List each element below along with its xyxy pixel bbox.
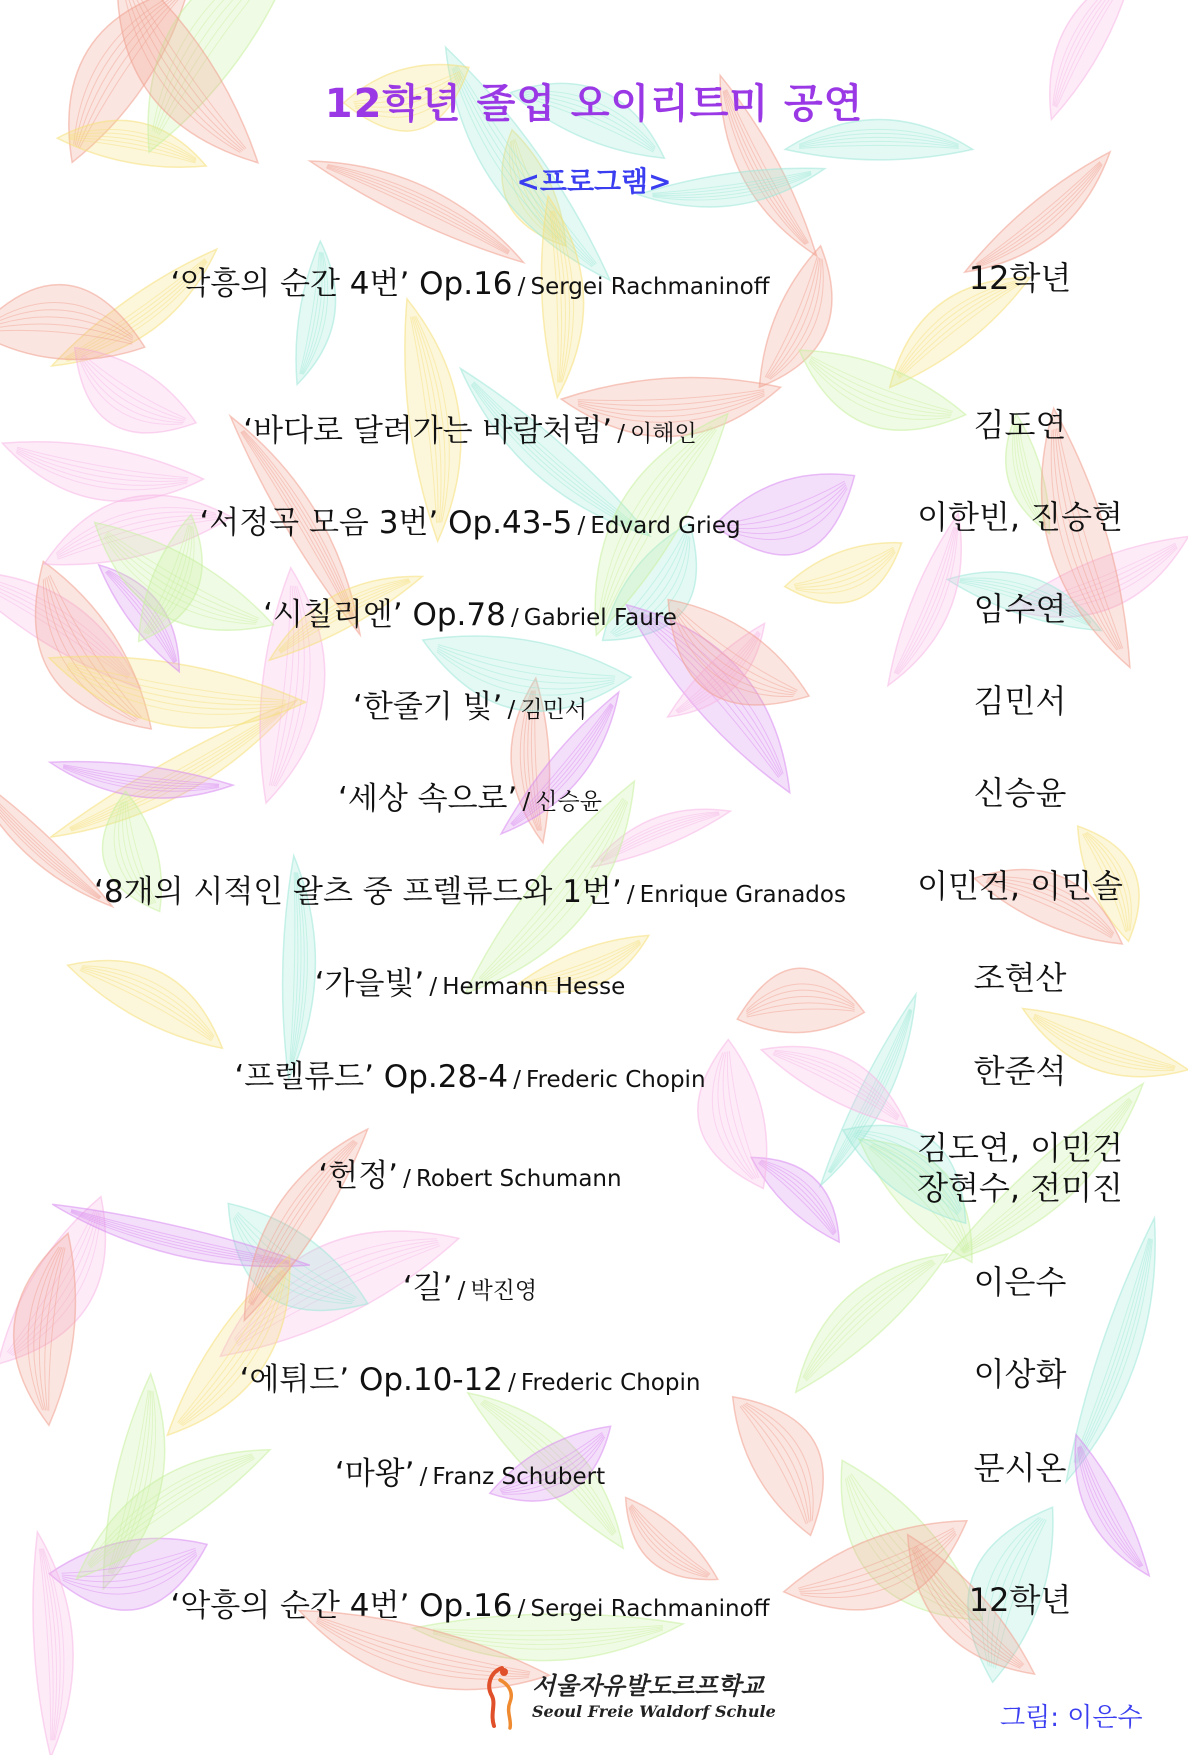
composer: Enrique Granados — [639, 882, 846, 908]
piece-title: ‘8개의 시적인 왈츠 중 프렐류드와 1번’ — [94, 874, 622, 910]
piece-entry — [0, 497, 940, 542]
performers — [900, 1354, 1140, 1394]
piece-entry — [0, 258, 940, 303]
composer: Gabriel Faure — [523, 605, 677, 631]
separator: / — [517, 1596, 526, 1622]
performers — [900, 866, 1140, 906]
composer: 박진영 — [470, 1278, 538, 1304]
performer-line: 12학년 — [968, 1581, 1072, 1619]
page-title: 12학년 졸업 오이리트미 공연 — [324, 81, 864, 127]
piece-entry — [0, 405, 940, 450]
separator: / — [510, 605, 519, 631]
performers — [900, 1128, 1140, 1208]
performer-line: 김도연, 이민건 — [917, 1129, 1123, 1167]
performers — [900, 589, 1140, 629]
separator: / — [626, 882, 635, 908]
piece-title: ‘가을빛’ — [314, 966, 425, 1002]
piece-entry — [0, 681, 940, 726]
performers — [900, 1262, 1140, 1302]
composer: Sergei Rachmaninoff — [530, 274, 770, 300]
piece-entry — [0, 1051, 940, 1096]
composer: Hermann Hesse — [442, 974, 626, 1000]
performer-line: 신승윤 — [973, 774, 1067, 812]
performers — [900, 1448, 1140, 1488]
school-logo — [480, 1662, 776, 1732]
school-name-english: Seoul Freie Waldorf Schule — [532, 1702, 776, 1721]
piece-entry — [0, 958, 940, 1003]
composer: 김민서 — [520, 697, 587, 723]
performer-line: 이한빈, 진승현 — [917, 498, 1123, 536]
performer-line: 이은수 — [973, 1263, 1067, 1301]
performers — [900, 1580, 1140, 1620]
separator: / — [457, 1278, 466, 1304]
composer: 이해인 — [630, 421, 697, 447]
separator: / — [507, 697, 516, 723]
composer: Frederic Chopin — [520, 1370, 701, 1396]
performer-line: 김도연 — [973, 406, 1067, 444]
composer: Edvard Grieg — [590, 513, 741, 539]
separator: / — [419, 1464, 428, 1490]
performer-line: 이민건, 이민솔 — [917, 867, 1123, 905]
performers — [900, 681, 1140, 721]
performer-line: 임수연 — [973, 590, 1067, 628]
piece-title: ‘한줄기 빛’ — [353, 689, 503, 725]
performer-line: 장현수, 전미진 — [917, 1169, 1123, 1207]
piece-title: ‘길’ — [402, 1270, 453, 1306]
piece-title: ‘헌정’ — [318, 1158, 399, 1194]
performer-line: 12학년 — [968, 259, 1072, 297]
piece-title: ‘바다로 달려가는 바람처럼’ — [243, 413, 613, 449]
performers — [900, 773, 1140, 813]
separator: / — [513, 1067, 521, 1093]
performers — [900, 958, 1140, 998]
piece-entry — [0, 1150, 940, 1195]
composer: Sergei Rachmaninoff — [530, 1596, 770, 1622]
separator: / — [429, 974, 438, 1000]
performer-line: 문시온 — [973, 1449, 1067, 1487]
piece-title: ‘시칠리엔’ Op.78 — [263, 597, 506, 633]
composer: Robert Schumann — [415, 1166, 622, 1192]
school-name-korean: 서울자유발도르프학교 — [532, 1671, 764, 1700]
piece-title: ‘마왕’ — [334, 1456, 415, 1492]
composer: Franz Schubert — [432, 1464, 606, 1490]
piece-title: ‘에튀드’ Op.10-12 — [239, 1362, 503, 1398]
performer-line: 김민서 — [973, 682, 1067, 720]
separator: / — [508, 1370, 516, 1396]
piece-title: ‘서정곡 모음 3번’ Op.43-5 — [199, 505, 573, 541]
dancing-figure-logo-icon — [480, 1662, 524, 1732]
performers — [900, 497, 1140, 537]
performer-line: 이상화 — [973, 1355, 1067, 1393]
separator: / — [617, 421, 625, 447]
separator: / — [522, 789, 531, 815]
separator: / — [403, 1166, 411, 1192]
performer-line: 한준석 — [973, 1052, 1067, 1090]
piece-entry — [0, 589, 940, 634]
composer: Frederic Chopin — [526, 1067, 706, 1093]
piece-entry — [0, 1580, 940, 1625]
performer-line: 조현산 — [973, 959, 1067, 997]
piece-title: ‘세상 속으로’ — [338, 781, 518, 817]
separator: / — [577, 513, 586, 539]
piece-title: ‘악흥의 순간 4번’ Op.16 — [170, 1588, 513, 1624]
performers — [900, 258, 1140, 298]
piece-entry — [0, 1354, 940, 1399]
piece-title: ‘프렐류드’ Op.28-4 — [234, 1059, 509, 1095]
piece-entry — [0, 773, 940, 818]
piece-entry — [0, 1448, 940, 1493]
piece-entry — [0, 1262, 940, 1307]
composer: 신승윤 — [535, 789, 602, 815]
separator: / — [517, 274, 526, 300]
performers — [900, 1051, 1140, 1091]
piece-title: ‘악흥의 순간 4번’ Op.16 — [170, 266, 513, 302]
program-subtitle: <프로그램> — [516, 165, 672, 198]
performers — [900, 405, 1140, 445]
piece-entry — [0, 866, 940, 911]
illustration-credit: 그림: 이은수 — [1000, 1703, 1143, 1733]
